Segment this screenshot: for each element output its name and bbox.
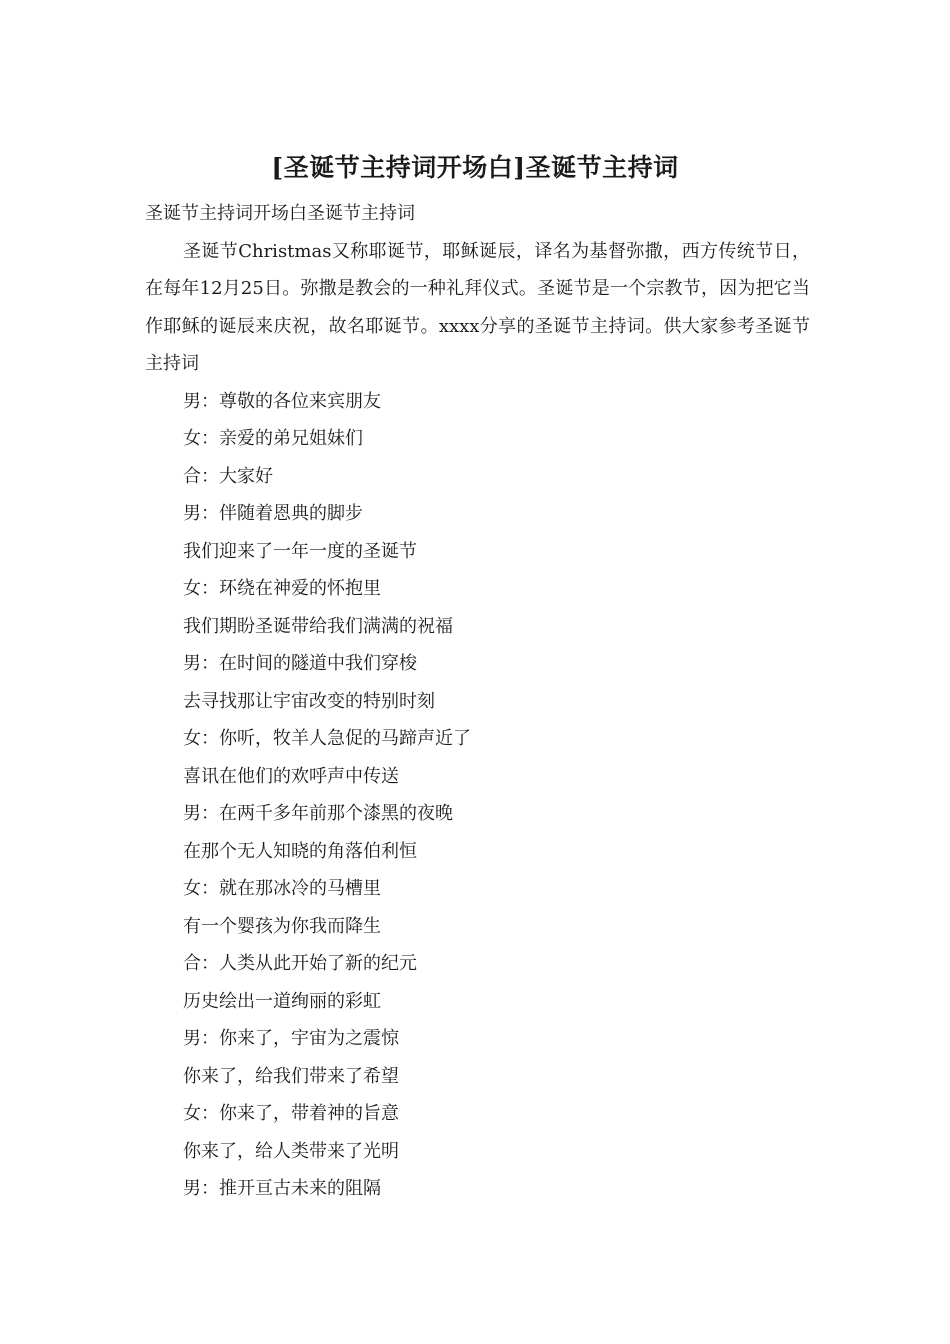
script-line: 女：你听，牧羊人急促的马蹄声近了	[183, 728, 471, 749]
script-line: 女：亲爱的弟兄姐妹们	[183, 428, 363, 449]
script-line: 喜讯在他们的欢呼声中传送	[183, 765, 399, 787]
script-line: 女：环绕在神爱的怀抱里	[183, 578, 381, 599]
script-line: 男：在时间的隧道中我们穿梭	[183, 653, 417, 674]
document-subtitle: 圣诞节主持词开场白圣诞节主持词	[145, 203, 415, 224]
script-line: 男：在两千多年前那个漆黑的夜晚	[183, 803, 453, 824]
script-line: 合：大家好	[183, 465, 273, 487]
script-line: 合：人类从此开始了新的纪元	[183, 953, 417, 974]
script-line: 你来了，给我们带来了希望	[183, 1065, 399, 1087]
intro-paragraph: 圣诞节Christmas又称耶诞节，耶稣诞辰，译名为基督弥撒，西方传统节日，在每年12月25日。弥撒是教会的一种礼拜仪式。圣诞节是一个宗教节，因为把它当作耶稣的诞辰来庆祝，故名耶诞节。xxxx分享的圣诞节主持词。供大家参考圣诞节主持词	[145, 240, 810, 374]
script-line: 我们迎来了一年一度的圣诞节	[183, 540, 417, 562]
script-line: 去寻找那让宇宙改变的特别时刻	[183, 690, 435, 712]
script-line: 有一个婴孩为你我而降生	[183, 915, 381, 937]
document-title: [圣诞节主持词开场白]圣诞节主持词	[271, 153, 679, 182]
script-line: 男：尊敬的各位来宾朋友	[183, 390, 381, 412]
script-line: 男：你来了，宇宙为之震惊	[183, 1028, 399, 1049]
script-line: 男：伴随着恩典的脚步	[183, 503, 363, 524]
script-line: 我们期盼圣诞带给我们满满的祝福	[183, 615, 453, 637]
script-line: 你来了，给人类带来了光明	[183, 1140, 399, 1162]
document-body	[145, 195, 810, 1208]
script-line: 女：就在那冰冷的马槽里	[183, 878, 381, 899]
script-line: 历史绘出一道绚丽的彩虹	[183, 990, 381, 1012]
script-line: 男：推开亘古未来的阻隔	[183, 1178, 381, 1199]
script-line: 女：你来了，带着神的旨意	[183, 1103, 399, 1124]
script-line: 在那个无人知晓的角落伯利恒	[183, 840, 417, 862]
